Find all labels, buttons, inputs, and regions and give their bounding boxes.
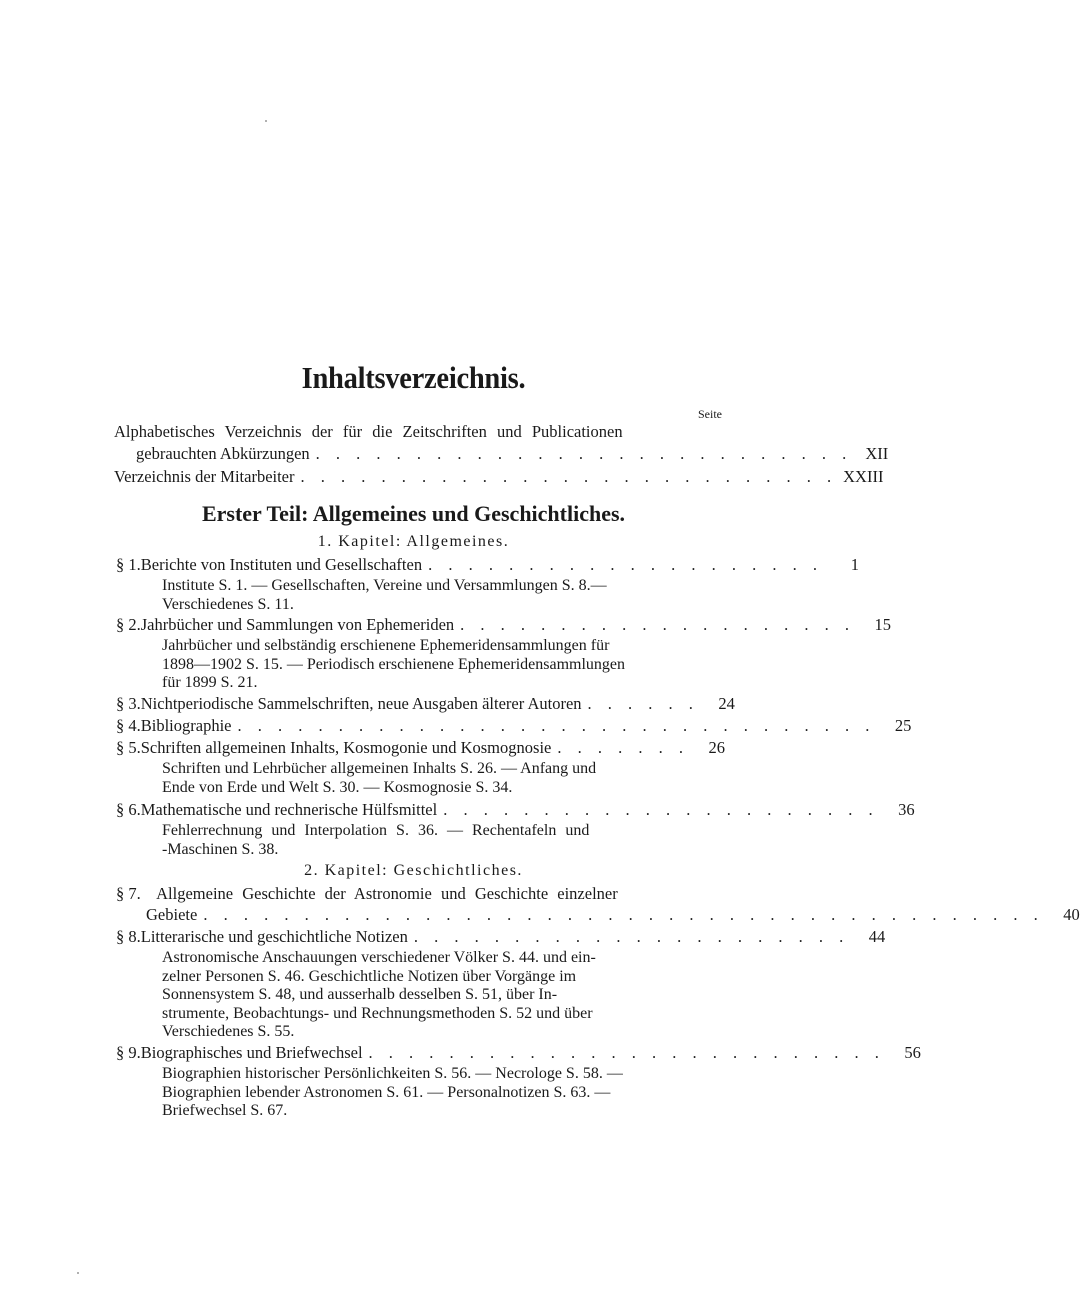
section-title: Biographisches und Briefwechsel <box>140 1043 363 1062</box>
section-7 <box>116 884 722 904</box>
subtopic-line: Jahrbücher und selbständig erschienene Ephemeridensammlungen für <box>162 637 610 654</box>
section-title: Jahrbücher und Sammlungen von Ephemeriden <box>140 615 455 634</box>
section-num: § 9. <box>116 1043 141 1062</box>
section-5 <box>116 738 725 758</box>
leader-dots: . . . . . . . . . . . . . . . . . . . . <box>460 615 856 634</box>
section-num: § 2. <box>116 615 141 634</box>
page-column-label: Seite <box>698 407 722 421</box>
section-title: Berichte von Instituten und Gesellschaften <box>140 555 423 574</box>
subtopic-line: Verschiedenes S. 11. <box>162 595 294 613</box>
section-title: Allgemeine Geschichte der Astronomie und Geschichte einzelner <box>156 884 618 903</box>
leader-dots: . . . . . . <box>587 694 699 713</box>
subtopic-line: Biographien lebender Astronomen S. 61. — Personalnotizen S. 63. — <box>162 1083 611 1101</box>
leader-dots: . . . . . . . . . . . . . . . . . . . . . . . . . . . . . . . . . . . . . . . . . . <box>203 905 1044 924</box>
section-3 <box>116 694 735 714</box>
section-7-line2 <box>146 905 1080 925</box>
front-matter-1-line1 <box>114 422 734 442</box>
section-page: 24 <box>718 694 735 713</box>
front-matter-2-page: XXIII <box>843 467 884 486</box>
section-page: 44 <box>868 927 886 946</box>
section-page: 15 <box>874 615 892 634</box>
section-2 <box>116 615 892 635</box>
subtopic-line: Sonnensystem S. 48, und ausserhalb desselben S. 51, über In- <box>162 986 558 1003</box>
section-num: § 5. <box>116 738 141 757</box>
section-8 <box>116 927 886 947</box>
subtopic-line: Biographien historischer Persönlichkeiten S. 56. — Necrologe S. 58. — <box>162 1065 623 1082</box>
subtopic-line: -Maschinen S. 38. <box>162 840 279 858</box>
page-title: Inhaltsverzeichnis. <box>301 360 526 395</box>
leader-dots: . . . . . . . . . . . . . . . . . . . . . . . . . . . <box>315 444 853 463</box>
section-page: 1 <box>850 555 859 574</box>
section-page: 56 <box>904 1043 921 1062</box>
leader-dots: . . . . . . . <box>557 738 689 757</box>
subtopic-line: 1898—1902 S. 15. — Periodisch erschienene Ephemeridensammlungen <box>162 655 626 673</box>
subtopic-line: Briefwechsel S. 67. <box>162 1102 288 1119</box>
section-num: § 1. <box>116 555 141 574</box>
section-page: 25 <box>894 716 912 735</box>
subtopic-line: Astronomische Anschauungen verschiedener Völker S. 44. und ein- <box>162 949 596 966</box>
front-matter-1-text2: gebrauchten Abkürzungen <box>136 444 310 463</box>
leader-dots: . . . . . . . . . . . . . . . . . . . . . . <box>413 927 850 946</box>
front-matter-2-text: Verzeichnis der Mitarbeiter <box>114 467 295 486</box>
section-8-subtopics <box>162 949 692 1042</box>
scan-speck <box>265 120 267 122</box>
section-9 <box>116 1043 921 1063</box>
section-page: 36 <box>898 800 915 819</box>
section-5-subtopics <box>162 760 692 797</box>
section-1-subtopics <box>162 577 692 614</box>
section-4 <box>116 716 912 736</box>
front-matter-1-page: XII <box>865 444 889 463</box>
section-num: § 8. <box>116 927 141 946</box>
section-page: 26 <box>708 738 725 757</box>
section-title: Bibliographie <box>140 716 232 735</box>
leader-dots: . . . . . . . . . . . . . . . . . . . . . . . . . . . <box>300 467 838 486</box>
section-num: § 3. <box>116 694 141 713</box>
subtopic-line: Verschiedenes S. 55. <box>162 1023 295 1040</box>
section-9-subtopics <box>162 1065 692 1121</box>
section-num: § 4. <box>116 716 141 735</box>
section-1 <box>116 555 859 575</box>
subtopic-line: zelner Personen S. 46. Geschichtliche Notizen über Vorgänge im <box>162 967 577 985</box>
section-title: Mathematische und rechnerische Hülfsmittel <box>140 800 438 819</box>
subtopic-line: Fehlerrechnung und Interpolation S. 36. — Rechentafeln und <box>162 822 590 839</box>
leader-dots: . . . . . . . . . . . . . . . . . . . . . . . . . . . . . . . . <box>237 716 876 735</box>
subtopic-line: strumente, Beobachtungs- und Rechnungsmethoden S. 52 und über <box>162 1004 593 1022</box>
subtopic-line: Institute S. 1. — Gesellschaften, Vereine und Versammlungen S. 8.— <box>162 577 607 594</box>
section-title: Schriften allgemeinen Inhalts, Kosmogonie und Kosmognosie <box>140 738 552 757</box>
chapter-heading: 2. Kapitel: Geschichtliches. <box>304 862 523 879</box>
scan-speck <box>77 1272 79 1274</box>
section-num: § 7. <box>116 884 141 903</box>
leader-dots: . . . . . . . . . . . . . . . . . . . . . . <box>443 800 879 819</box>
section-title-cont: Gebiete <box>146 905 198 924</box>
front-matter-1-text: Alphabetisches Verzeichnis der für die Zeitschriften und Publicationen <box>114 422 623 441</box>
section-6-subtopics <box>162 822 692 859</box>
subtopic-line: Schriften und Lehrbücher allgemeinen Inhalts S. 26. — Anfang und <box>162 760 597 777</box>
subtopic-line: für 1899 S. 21. <box>162 674 258 691</box>
section-title: Litterarische und geschichtliche Notizen <box>140 927 408 946</box>
leader-dots: . . . . . . . . . . . . . . . . . . . . <box>428 555 823 574</box>
part-title: Erster Teil: Allgemeines und Geschichtliches. <box>201 501 626 526</box>
section-2-subtopics <box>162 637 692 693</box>
section-num: § 6. <box>116 800 141 819</box>
front-matter-1-line2 <box>136 444 889 464</box>
leader-dots: . . . . . . . . . . . . . . . . . . . . . . . . . . <box>368 1043 885 1062</box>
subtopic-line: Ende von Erde und Welt S. 30. — Kosmognosie S. 34. <box>162 778 513 796</box>
chapter-heading: 1. Kapitel: Allgemeines. <box>317 533 510 550</box>
front-matter-2 <box>114 467 884 487</box>
section-6 <box>116 800 915 820</box>
section-page: 40 <box>1063 905 1080 924</box>
section-title: Nichtperiodische Sammelschriften, neue Ausgaben älterer Autoren <box>140 694 582 713</box>
